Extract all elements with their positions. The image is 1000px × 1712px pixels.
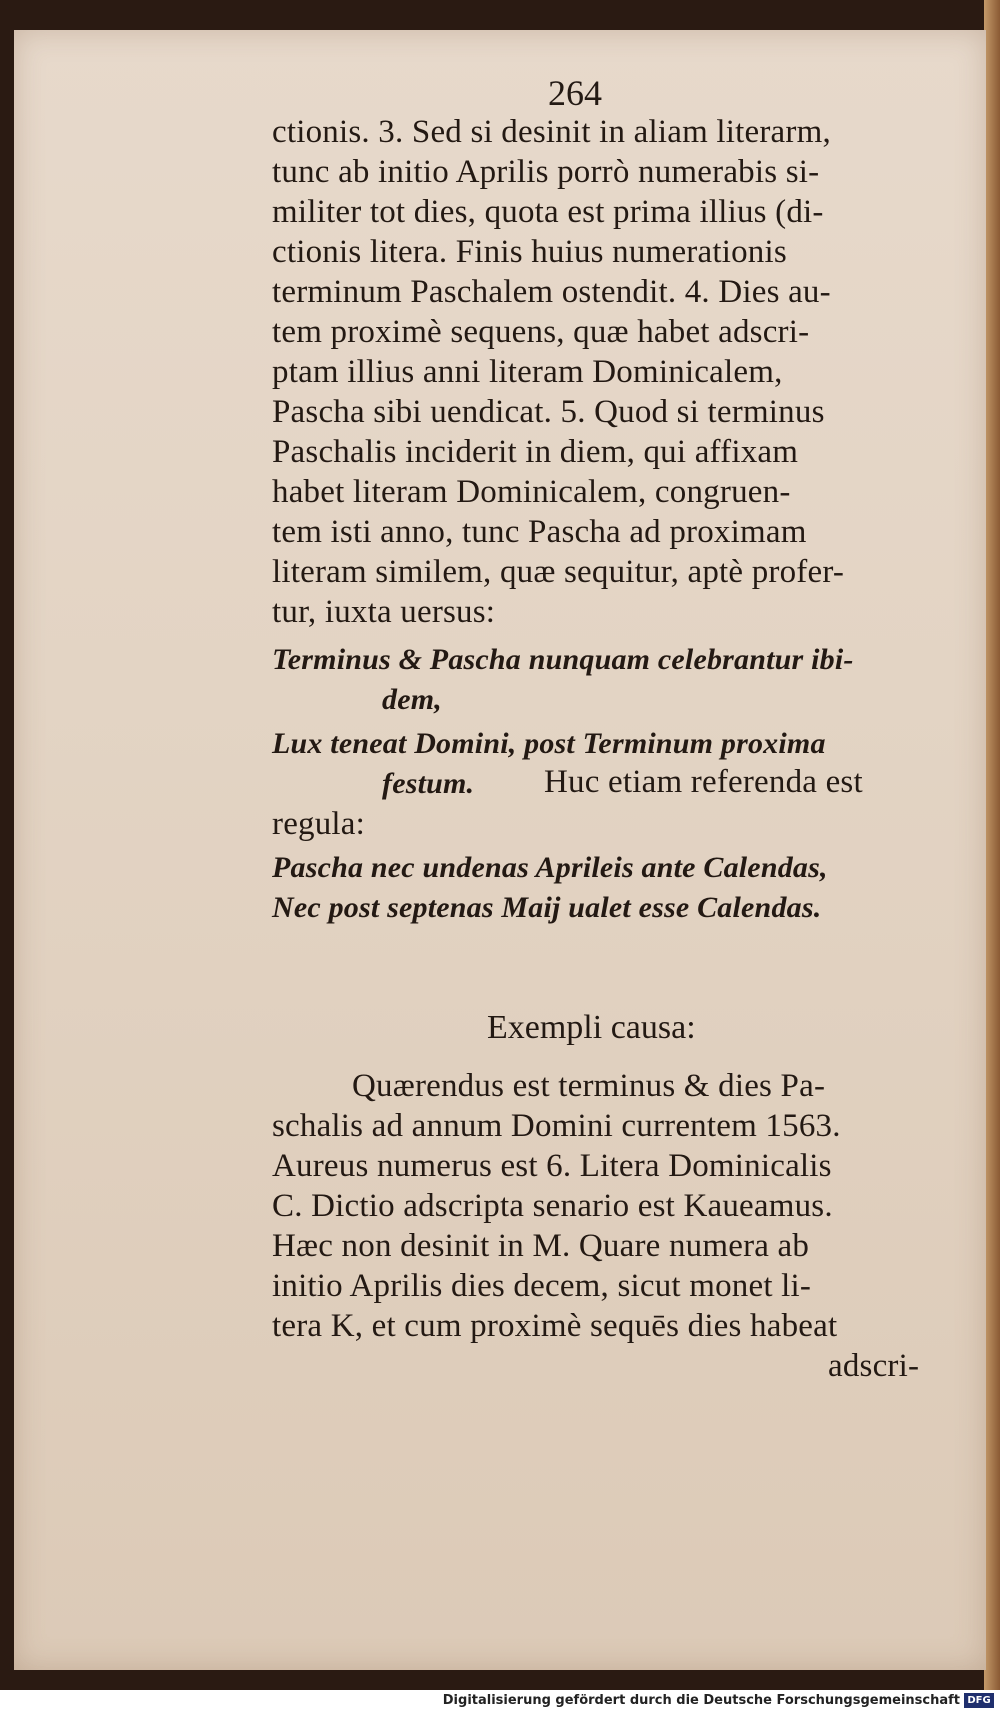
- text-line: ctionis litera. Finis huius numerationis: [272, 234, 787, 270]
- verse-line: dem,: [382, 683, 442, 716]
- catchword: adscri-: [828, 1348, 920, 1384]
- funding-credit: Digitalisierung gefördert durch die Deutsche Forschungsgemeinschaft: [442, 1693, 960, 1708]
- book-edge: [984, 0, 1000, 1690]
- text-line: tem isti anno, tunc Pascha ad proximam: [272, 514, 807, 550]
- text-line: tur, iuxta uersus:: [272, 594, 496, 630]
- text-line: Aureus numerus est 6. Litera Dominicalis: [272, 1148, 832, 1184]
- text-line: C. Dictio adscripta senario est Kaueamus.: [272, 1188, 833, 1224]
- text-line: Huc etiam referenda est: [544, 764, 863, 800]
- text-line: Pascha sibi uendicat. 5. Quod si terminus: [272, 394, 825, 430]
- verse-line: Terminus & Pascha nunquam celebrantur ibi-: [272, 643, 854, 676]
- text-line: tera K, et cum proximè sequēs dies habeat: [272, 1308, 838, 1344]
- text-line: militer tot dies, quota est prima illius (di-: [272, 194, 824, 230]
- page-number: 264: [548, 73, 602, 113]
- text-line: ctionis. 3. Sed si desinit in aliam literarm,: [272, 114, 831, 150]
- text-line: literam similem, quæ sequitur, aptè profer-: [272, 554, 845, 590]
- text-line: Paschalis inciderit in diem, qui affixam: [272, 434, 799, 470]
- verse-line: Pascha nec undenas Aprileis ante Calendas,: [272, 851, 828, 884]
- verse-line: Lux teneat Domini, post Terminum proxima: [272, 727, 826, 760]
- verse-line: festum.: [382, 767, 475, 800]
- text-line: tunc ab initio Aprilis porrò numerabis si-: [272, 154, 820, 190]
- text-line: terminum Paschalem ostendit. 4. Dies au-: [272, 274, 831, 310]
- verse-line: Nec post septenas Maij ualet esse Calendas.: [272, 891, 822, 924]
- text-line: habet literam Dominicalem, congruen-: [272, 474, 791, 510]
- text-line: tem proximè sequens, quæ habet adscri-: [272, 314, 810, 350]
- section-heading: Exempli causa:: [487, 1009, 696, 1046]
- text-line: initio Aprilis dies decem, sicut monet li-: [272, 1268, 812, 1304]
- text-line: regula:: [272, 806, 366, 842]
- dfg-logo-icon: DFG: [964, 1693, 994, 1708]
- text-line: Hæc non desinit in M. Quare numera ab: [272, 1228, 810, 1264]
- footer-bar: [0, 1690, 1000, 1712]
- text-line: Quærendus est terminus & dies Pa-: [352, 1068, 826, 1104]
- text-line: ptam illius anni literam Dominicalem,: [272, 354, 783, 390]
- text-line: schalis ad annum Domini currentem 1563.: [272, 1108, 841, 1144]
